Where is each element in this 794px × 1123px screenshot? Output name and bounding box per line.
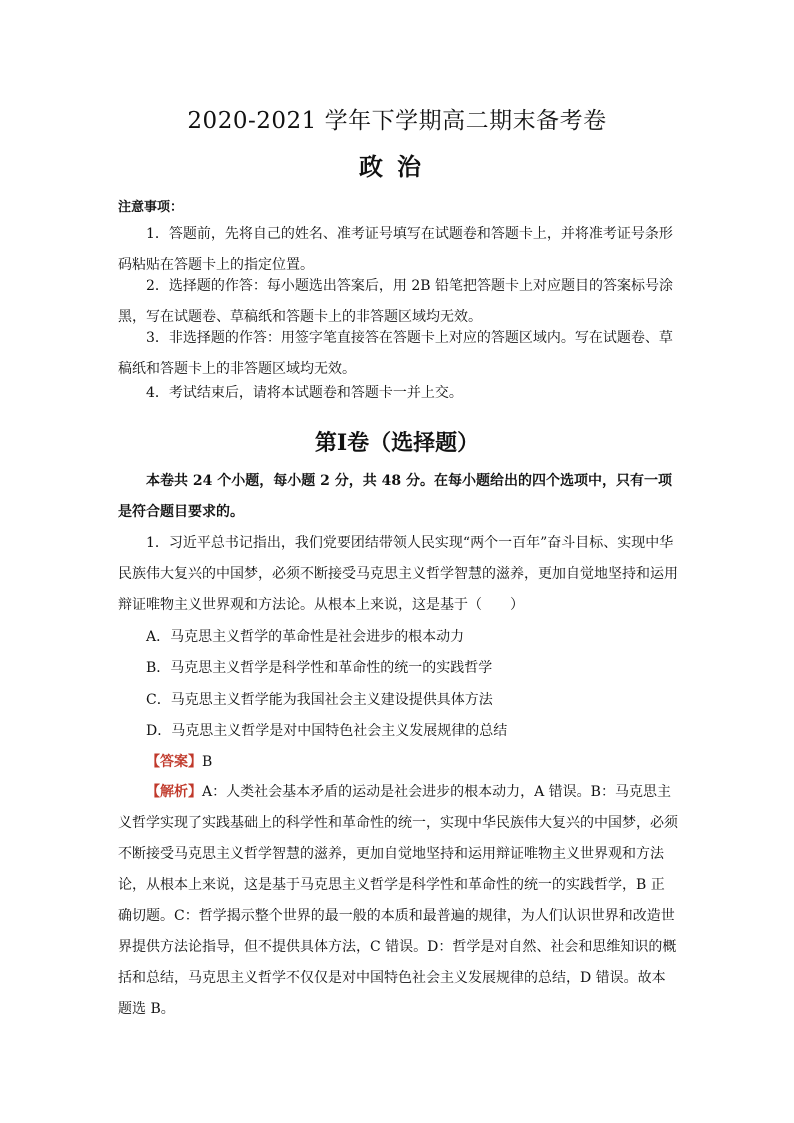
note-item-1: 1．答题前，先将自己的姓名、准考证号填写在试题卷和答题卡上，并将准考证号条形码粘贴在答题卡上的指定位置。: [118, 226, 673, 273]
question-1-option-d: D．马克思主义哲学是对中国特色社会主义发展规律的总结: [146, 723, 508, 739]
answer-label: 【答案】: [146, 754, 202, 770]
question-1-option-a: A．马克思主义哲学的革命性是社会进步的根本动力: [146, 629, 465, 645]
answer-value: B: [202, 754, 213, 770]
note-item-3: 3．非选择题的作答：用签字笔直接答在答题卡上对应的答题区域内。写在试题卷、草稿纸和答题卡上的非答题区域均无效。: [118, 330, 673, 377]
note-item-4: 4．考试结束后，请将本试题卷和答题卡一并上交。: [146, 385, 463, 401]
notes-heading: 注意事项：: [118, 200, 184, 215]
question-1-analysis: [118, 777, 678, 1025]
subject-title: 政治: [359, 152, 435, 181]
section-title: 第Ⅰ卷（选择题）: [314, 430, 480, 456]
note-item-2: 2．选择题的作答：每小题选出答案后，用 2B 铅笔把答题卡上对应题目的答案标号涂黑，写在试题卷、草稿纸和答题卡上的非答题区域均无效。: [118, 278, 674, 325]
analysis-label: 【解析】: [146, 784, 202, 800]
exam-title: 2020-2021 学年下学期高二期末备考卷: [187, 108, 607, 134]
question-1-stem: 1．习近平总书记指出，我们党要团结带领人民实现“两个一百年”奋斗目标、实现中华民族伟大复兴的中国梦，必须不断接受马克思主义哲学智慧的滋养，更加自觉地坚持和运用辩证唯物主义世界观和方法论。从根本上来说，这是基于（ ）: [118, 535, 678, 613]
analysis-text: A：人类社会基本矛盾的运动是社会进步的根本动力，A 错误。B：马克思主义哲学实现了实践基础上的科学性和革命性的统一，实现中华民族伟大复兴的中国梦，必须不断接受马克思主义哲学智慧的滋养，更加自觉地坚持和运用辩证唯物主义世界观和方法论，从根本上来说，这是基于马克思主义哲学是科学性和革命性的统一的实践哲学，B 正确切题。C：哲学揭示整个世界的最一般的本质和最普遍的规律，为人们认识世界和改造世界提供方法论指导，但不提供具体方法，C 错误。D：哲学是对自然、社会和思维知识的概括和总结，马克思主义哲学不仅仅是对中国特色社会主义发展规律的总结，D 错误。故本题选 B。: [118, 784, 678, 1017]
question-1-answer: [146, 752, 212, 772]
question-1-option-c: C．马克思主义哲学能为我国社会主义建设提供具体方法: [146, 692, 493, 708]
question-1-option-b: B．马克思主义哲学是科学性和革命性的统一的实践哲学: [146, 660, 493, 676]
section-instruction: 本卷共 24 个小题，每小题 2 分，共 48 分。在每小题给出的四个选项中，只有一项是符合题目要求的。: [118, 473, 672, 520]
